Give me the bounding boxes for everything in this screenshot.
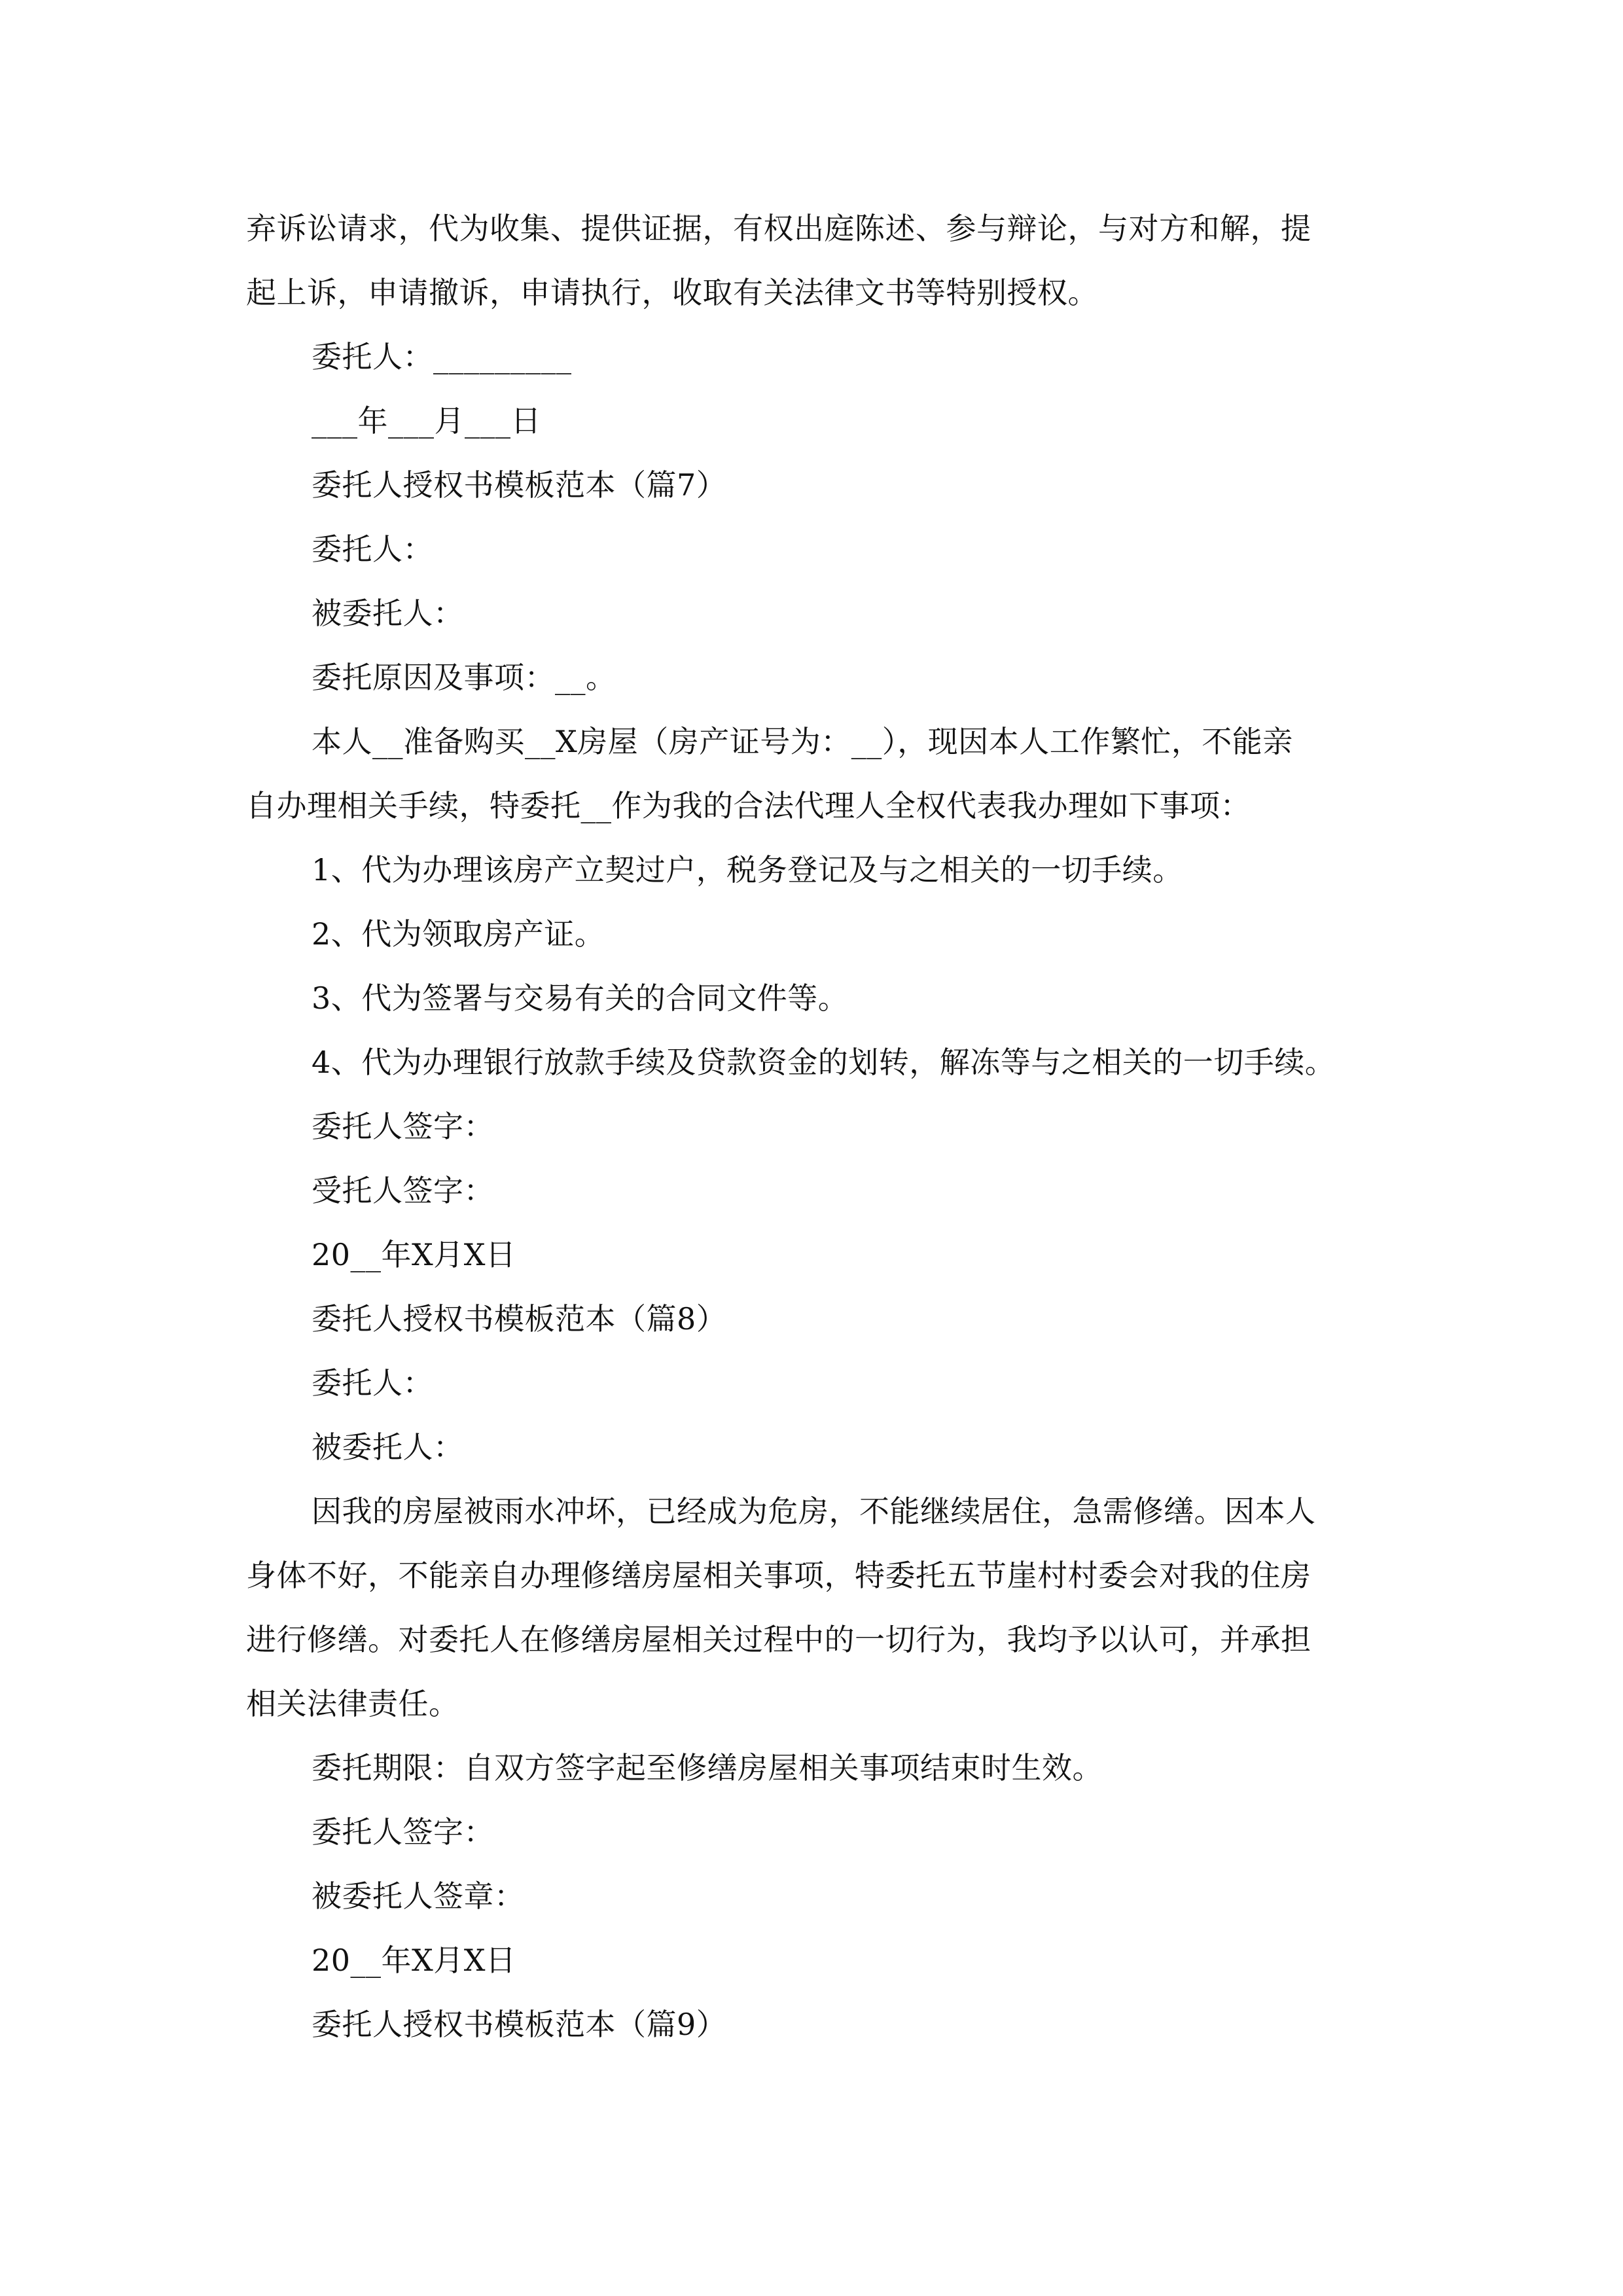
text-line: 委托人授权书模板范本（篇8） bbox=[312, 1301, 727, 1336]
text-line: 20__年X月X日 bbox=[312, 1237, 516, 1272]
text-line: 委托人授权书模板范本（篇9） bbox=[312, 2007, 727, 2042]
text-line: 委托人： bbox=[312, 531, 433, 567]
text-line: 委托人签字： bbox=[312, 1814, 494, 1850]
text-line: 起上诉，申请撤诉，申请执行，收取有关法律文书等特别授权。 bbox=[246, 275, 1098, 310]
text-line: 1、代为办理该房产立契过户，税务登记及与之相关的一切手续。 bbox=[312, 852, 1183, 888]
document-body bbox=[246, 196, 1398, 2056]
text-line: 20__年X月X日 bbox=[312, 1943, 516, 1978]
text-line: 2、代为领取房产证。 bbox=[312, 916, 605, 952]
text-line: 委托人： bbox=[312, 1365, 433, 1401]
text-line: 委托人授权书模板范本（篇7） bbox=[312, 467, 727, 503]
text-line: 委托人：_________ bbox=[312, 339, 572, 374]
text-line: 3、代为签署与交易有关的合同文件等。 bbox=[312, 980, 849, 1016]
text-line: 因我的房屋被雨水冲坏，已经成为危房，不能继续居住，急需修缮。因本人 bbox=[312, 1494, 1316, 1529]
text-line: 被委托人： bbox=[312, 1429, 464, 1465]
text-line: 被委托人签章： bbox=[312, 1878, 525, 1914]
text-line: 委托原因及事项：__。 bbox=[312, 660, 616, 695]
text-line: 委托期限：自双方签字起至修缮房屋相关事项结束时生效。 bbox=[312, 1750, 1103, 1785]
text-line: 弃诉讼请求，代为收集、提供证据，有权出庭陈述、参与辩论，与对方和解，提 bbox=[246, 211, 1311, 246]
text-line: 身体不好，不能亲自办理修缮房屋相关事项，特委托五节崖村村委会对我的住房 bbox=[246, 1558, 1311, 1593]
text-line: 相关法律责任。 bbox=[246, 1686, 459, 1721]
text-line: ___年___月___日 bbox=[312, 403, 541, 439]
text-line: 受托人签字： bbox=[312, 1173, 494, 1208]
text-line: 自办理相关手续，特委托__作为我的合法代理人全权代表我办理如下事项： bbox=[246, 788, 1251, 823]
text-line: 4、代为办理银行放款手续及贷款资金的划转，解冻等与之相关的一切手续。 bbox=[312, 1045, 1336, 1080]
text-line: 委托人签字： bbox=[312, 1109, 494, 1144]
text-line: 被委托人： bbox=[312, 596, 464, 631]
text-line: 进行修缮。对委托人在修缮房屋相关过程中的一切行为，我均予以认可，并承担 bbox=[246, 1622, 1311, 1657]
text-line: 本人__准备购买__X房屋（房产证号为：__），现因本人工作繁忙，不能亲 bbox=[312, 724, 1293, 759]
